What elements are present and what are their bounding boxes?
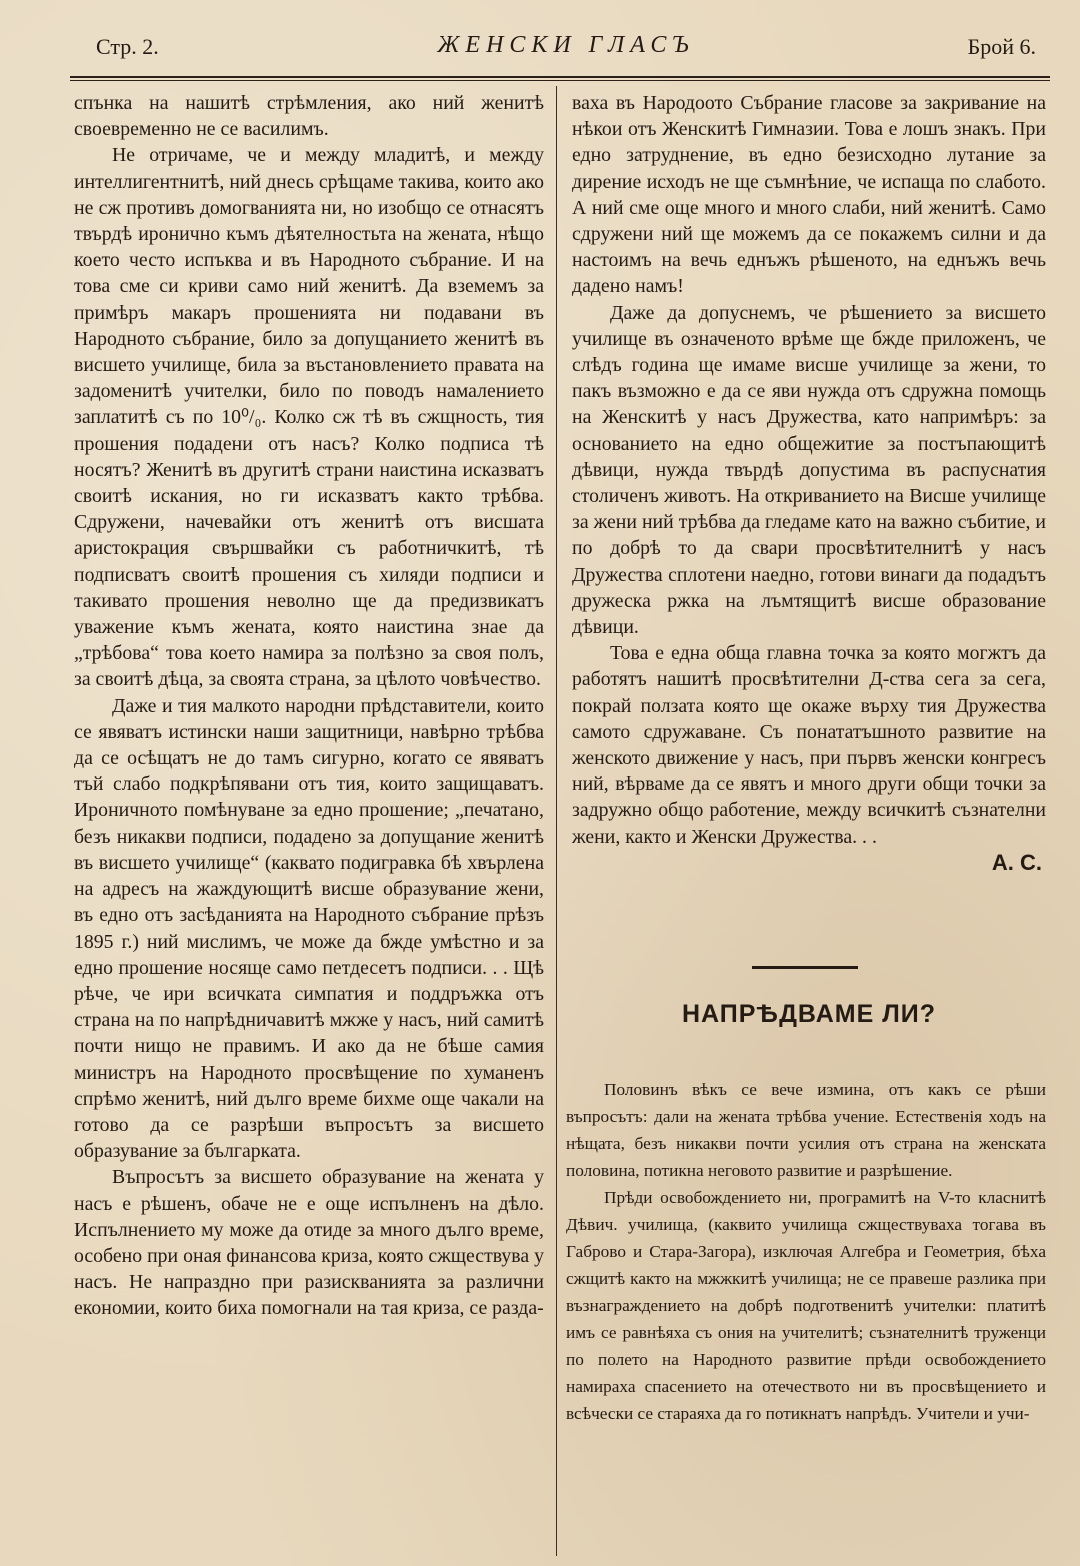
paragraph: ваха въ Народоото Събрание гласове за закривание на нѣкои отъ Женскитѣ Гимназии. Това е лошъ знакъ. При едно затруднение, въ едно безисходно лутание за дирение исходъ не ще съмнѣние, че испаща по слабото. А ний сме още много и много слаби, ний женитѣ. Само сдружени ний ще можемъ да се покажемъ силни и да настоимъ на вечь еднъжъ рѣшеното, на еднъжъ вечь дадено намъ! [572, 92, 1046, 298]
paragraph: Не отричаме, че и между младитѣ, и между интеллигентнитѣ, ний днесь срѣщаме такива, които ако не сж противъ домогванията ни, но изобщо се отнасятъ твърдѣ иронично къмъ дѣятелностьта на жената, нѣщо което често испъква и въ Народното събрание. И на това сме си криви само ний женитѣ. Да вземемъ за примѣръ макаръ прошенията ни подавани въ Народното събрание, било за допущанието женитѣ въ висшето училище, била за въстановлението правата на задоменитѣ учителки, било по поводъ намалението заплатитѣ съ по 10⁰/₀. Колко сж тѣ въ сжщность, тия прошения подадени отъ насъ? Колко подписа тѣ носятъ? Женитѣ въ другитѣ страни наистина исказватъ своитѣ искания, но ги исказватъ както трѣбва. Сдружени, начевайки отъ женитѣ отъ висшата аристокрация свършвайки съ работничкитѣ, тѣ подписватъ своитѣ прошения съ хиляди подписи и такивато прошения неволно ще да предизвикатъ уважение къмъ жената, която наистина знае да „трѣбова“ това което намира за полѣзно за своя полъ, за своитѣ дѣца, за своята страна, за цѣлото човѣчество. [74, 144, 544, 691]
header-rule-thin [70, 80, 1050, 81]
header-rule [70, 76, 1050, 78]
article-title: НАПРѢДВАМЕ ЛИ? [681, 1000, 937, 1028]
left-column [74, 90, 544, 1322]
page-number: Стр. 2. [96, 34, 159, 59]
paragraph: Прѣди освобождението ни, програмитѣ на V-то класнитѣ Дѣвич. училища, (каквито училища сжществуваха тогава въ Габрово и Стара-Загора), изключая Алгебра и Геометрия, бѣха сжщитѣ както на мжжкитѣ училища; не се правеше разлика при възнаграждението на добрѣ подготвенитѣ учителки: платитѣ имъ се равнѣяха съ ония на учителитѣ; съзнателнитѣ труженци по полето на Народното развитие прѣди освобождението намираха спасението на отечеството ни въ просвѣщението и всѣчески се стараяха да го потикнатъ напрѣдъ. Учители и учи- [566, 1188, 1046, 1423]
author-signature: А. С. [991, 849, 1042, 875]
right-column-top [572, 90, 1046, 876]
page-header [96, 28, 1036, 68]
paragraph: Половинъ вѣкъ се вече измина, отъ какъ се рѣши въпросътъ: дали на жената трѣбва учение. Естественія ходъ на нѣщата, безъ никакви почти усилия отъ страна на женската половина, потикна неговото развитие и разрѣшение. [566, 1080, 1046, 1180]
paragraph: Въпросътъ за висшето образувание на жената у насъ е рѣшенъ, обаче не е още испълненъ на дѣло. Испълнението му може да отиде за много дълго време, особено при оная финансова криза, която сжществува у насъ. Не напраздно при разискванията за различни економии, които биха помогнали на тая криза, се разда- [74, 1166, 544, 1320]
paragraph: Това е една обща главна точка за която могжтъ да работятъ нашитѣ просвѣтителни Д-ства сега за сега, покрай ползата която ще окаже върху тия Дружества самото сдружаване. Съ понататъшното развитие на женското движение у насъ, при първъ женски конгресъ ний, вѣрваме да се явятъ и много други общи точки за задружно общо работение, между всичкитѣ съзнателни жени, както и Женски Дружества. . . [572, 642, 1046, 848]
newspaper-title: ЖЕНСКИ ГЛАСЪ [437, 32, 695, 58]
issue-number: Брой 6. [967, 34, 1036, 59]
column-separator [556, 86, 557, 1556]
article-body [566, 1076, 1046, 1427]
paragraph: спънка на нашитѣ стрѣмления, ако ний женитѣ своевременно не се василимъ. [74, 92, 544, 141]
article-divider [752, 966, 858, 969]
paragraph: Даже и тия малкото народни прѣдставители, които се явяватъ истински наши защитници, навѣрно трѣбва да се осѣщатъ не до тамъ сигурно, когато се явяватъ тъй слабо подкрѣпявани отъ тия, които защищаватъ. Ироничното помѣнуване за едно прошение; „печатано, безъ никакви подписи, подадено за допущание женитѣ въ висшето училище“ (каквато подигравка бѣ хвърлена на адресъ на жаждующитѣ висше образувание жени, въ едно отъ засѣданията на Народното събрание прѣзъ 1895 г.) ний мислимъ, че може да бжде умѣстно и за едно прошение носяще само петдесетъ подписи. . . Щѣ рѣче, че ири всичката симпатия и поддръжка отъ страна на по напрѣдничавитѣ мжже у насъ, ний самитѣ почти нищо не правимъ. И ако да не бѣше самия министръ на Народното просвѣщение по хуманенъ спрѣмо женитѣ, ний дълго време бихме още чакали на готово да се разрѣши въпросътъ за висшето образувание за българката. [74, 694, 544, 1163]
paragraph: Даже да допуснемъ, че рѣшението за висшето училище въ означеното врѣме ще бжде приложенъ, че слѣдъ година ще имаме висше училище за жени, то пакъ възможно е да се яви нужда отъ сдружна помощь на Женскитѣ у насъ Дружества, като напримѣръ: за основанието на едно общежитие за постъпающитѣ дѣвици, нужда твърдѣ допустима въ распуснатия столиченъ животъ. На откриванието на Висше училище за жени ний трѣбва да гледаме като на важно събитие, и по добрѣ то да свари просвѣтителнитѣ у насъ Дружества сплотени наедно, готови винаги да подадътъ дружеска ржка на лъмтящитѣ висше образование дѣвици. [572, 301, 1046, 639]
